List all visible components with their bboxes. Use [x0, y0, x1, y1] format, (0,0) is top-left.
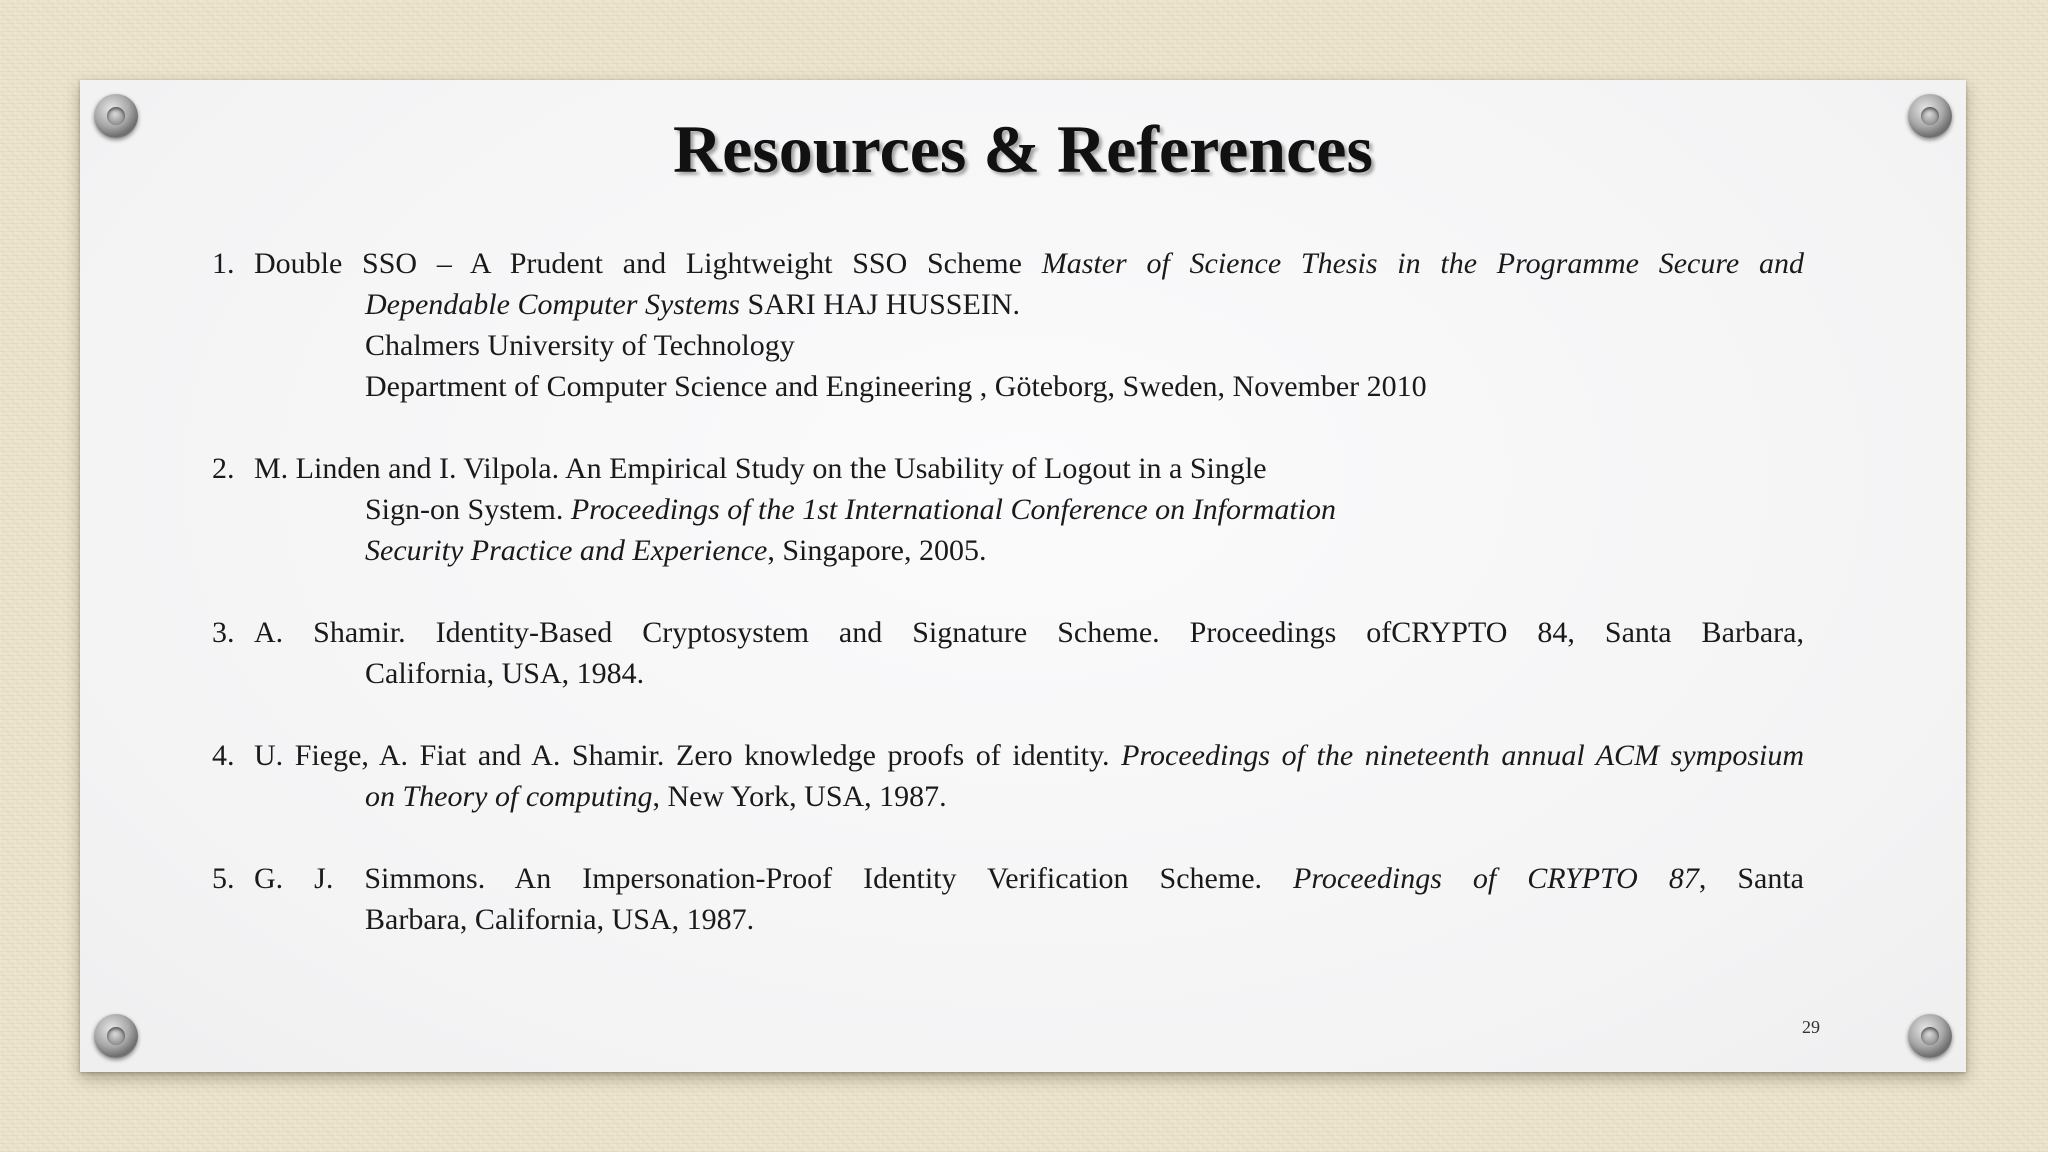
- reference-line: [212, 489, 1804, 530]
- reference-italic-text: Proceedings of the 1st International Conference on Information: [570, 493, 1337, 526]
- reference-text: SARI HAJ HUSSEIN.: [739, 288, 1020, 321]
- reference-item-3: [212, 612, 1804, 694]
- reference-list: [212, 243, 1804, 981]
- reference-italic-text: Proceedings of CRYPTO 87: [1293, 862, 1699, 895]
- reference-number: 5.: [212, 862, 235, 895]
- slide-panel: [80, 80, 1966, 1072]
- reference-line: [212, 735, 1804, 776]
- reference-italic-text: Dependable Computer Systems: [365, 288, 740, 321]
- reference-number: 1.: [212, 247, 235, 280]
- reference-item-4: [212, 735, 1804, 817]
- reference-line: Department of Computer Science and Engineering , Göteborg, Sweden, November 2010: [365, 370, 1427, 403]
- reference-line: [212, 776, 1804, 817]
- slide-title: Resources & References: [673, 111, 1373, 187]
- reference-text: Sign-on System.: [365, 493, 571, 526]
- reference-item-1: [212, 243, 1804, 407]
- reference-text: U. Fiege, A. Fiat and A. Shamir. Zero knowledge proofs of identity.: [254, 739, 1122, 772]
- reference-italic-text: Master of Science Thesis in the Programme Secure and: [1041, 247, 1804, 280]
- grommet-icon: [94, 1014, 138, 1058]
- reference-line: California, USA, 1984.: [365, 657, 645, 690]
- reference-text: A. Shamir. Identity-Based Cryptosystem and Signature Scheme. Proceedings ofCRYPTO 84, Santa Barbara,: [254, 616, 1804, 649]
- reference-italic-text: Proceedings of the nineteenth annual ACM symposium: [1121, 739, 1804, 772]
- reference-number: 4.: [212, 739, 235, 772]
- reference-text: G. J. Simmons. An Impersonation-Proof Identity Verification Scheme.: [254, 862, 1294, 895]
- reference-line: [212, 612, 1804, 653]
- reference-number: 2.: [212, 452, 235, 485]
- reference-text: Double SSO – A Prudent and Lightweight SSO Scheme: [254, 247, 1042, 280]
- reference-text: M. Linden and I. Vilpola. An Empirical Study on the Usability of Logout in a Single: [254, 452, 1267, 485]
- grommet-icon: [1908, 1014, 1952, 1058]
- reference-italic-text: on Theory of computing: [365, 780, 653, 813]
- reference-number: 3.: [212, 616, 235, 649]
- reference-line: [212, 530, 1804, 571]
- reference-item-2: [212, 448, 1804, 571]
- reference-italic-text: Security Practice and Experience: [365, 534, 768, 567]
- reference-text: , Santa: [1698, 862, 1804, 895]
- reference-line: [212, 858, 1804, 899]
- reference-line: [212, 448, 1804, 489]
- reference-item-5: [212, 858, 1804, 940]
- reference-line: Chalmers University of Technology: [365, 329, 795, 362]
- reference-line: Barbara, California, USA, 1987.: [365, 903, 755, 936]
- reference-line: [212, 284, 1804, 325]
- reference-text: , Singapore, 2005.: [767, 534, 987, 567]
- page-number: 29: [1802, 1017, 1820, 1037]
- reference-text: , New York, USA, 1987.: [652, 780, 947, 813]
- reference-line: [212, 243, 1804, 284]
